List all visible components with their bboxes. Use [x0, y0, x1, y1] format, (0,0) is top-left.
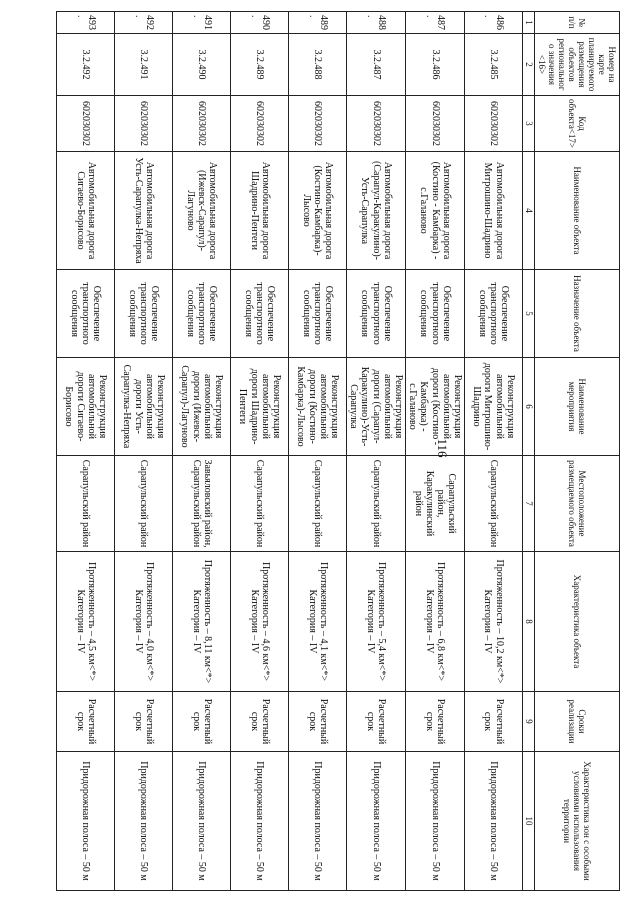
- table-row: [347, 12, 406, 891]
- cell-object-name: Автомобильная дорога Шадрино-Пентеги: [231, 152, 289, 270]
- cell-measure-name: Реконструкция автомобильной дороги (Костино - Камбарка) - с.Галаново: [406, 358, 465, 456]
- cell-zones: Придорожная полоса – 50 м: [231, 752, 289, 891]
- cell-object-name: Автомобильная дорога (Костино-Камбарка)-Лысово: [289, 152, 347, 270]
- cell-object-purpose: Обеспечение транспортного сообщения: [406, 270, 465, 358]
- header-characteristics: Характеристика объекта: [535, 552, 620, 692]
- cell-zones: Придорожная полоса – 50 м: [465, 752, 523, 891]
- cell-terms: Расчетный срок: [347, 692, 406, 752]
- cell-row-number: 488.: [347, 12, 406, 34]
- cell-object-purpose: Обеспечение транспортного сообщения: [115, 270, 173, 358]
- cell-object-name: Автомобильная дорога Митрошино-Шадрино: [465, 152, 523, 270]
- column-number: 8: [523, 552, 535, 692]
- cell-zones: Придорожная полоса – 50 м: [347, 752, 406, 891]
- column-number: 6: [523, 358, 535, 456]
- cell-zones: Придорожная полоса – 50 м: [57, 752, 115, 891]
- cell-object-name: Автомобильная дорога (Костино - Камбарка) - с.Галаново: [406, 152, 465, 270]
- column-number: 3: [523, 96, 535, 152]
- cell-location: Сарапульский район: [347, 456, 406, 552]
- cell-location: Завьяловский район, Сарапульский район: [173, 456, 231, 552]
- cell-object-code: 602030302: [465, 96, 523, 152]
- cell-measure-name: Реконструкция автомобильной дороги (Сарапул-Каракулино)-Усть-Сарапулка: [347, 358, 406, 456]
- header-object-purpose: Назначение объекта: [535, 270, 620, 358]
- cell-object-name: Автомобильная дорога (Сарапул-Каракулино)-Усть-Сарапулка: [347, 152, 406, 270]
- cell-measure-name: Реконструкция автомобильной дороги Шадрино-Пентеги: [231, 358, 289, 456]
- cell-object-purpose: Обеспечение транспортного сообщения: [289, 270, 347, 358]
- cell-terms: Расчетный срок: [173, 692, 231, 752]
- cell-characteristics: Протяженность – 10,2 км<*> Категория – IV: [465, 552, 523, 692]
- cell-characteristics: Протяженность – 4,0 км<*> Категория – IV: [115, 552, 173, 692]
- cell-map-number: 3.2.487: [347, 34, 406, 96]
- cell-object-purpose: Обеспечение транспортного сообщения: [231, 270, 289, 358]
- column-number: 7: [523, 456, 535, 552]
- header-map-number: Номер на карте планируемого размещения объектов регионального значения <16>: [535, 34, 620, 96]
- column-number: 2: [523, 34, 535, 96]
- cell-location: Сарапульский район: [115, 456, 173, 552]
- header-measure-name: Наименование мероприятия: [535, 358, 620, 456]
- cell-measure-name: Реконструкция автомобильной дороги Усть-Сарапулка-Непряха: [115, 358, 173, 456]
- column-number: 10: [523, 752, 535, 891]
- cell-characteristics: Протяженность – 6,8 км<*> Категория – IV: [406, 552, 465, 692]
- cell-characteristics: Протяженность – 8,11 км<*> Категория – IV: [173, 552, 231, 692]
- cell-location: Сарапульский район, Каракулинский район: [406, 456, 465, 552]
- table-container: [63, 11, 620, 890]
- cell-object-purpose: Обеспечение транспортного сообщения: [57, 270, 115, 358]
- cell-row-number: 486.: [465, 12, 523, 34]
- cell-object-code: 602030302: [173, 96, 231, 152]
- cell-map-number: 3.2.489: [231, 34, 289, 96]
- cell-row-number: 490.: [231, 12, 289, 34]
- cell-measure-name: Реконструкция автомобильной дороги Митрошино-Шадрино: [465, 358, 523, 456]
- cell-object-code: 602030302: [231, 96, 289, 152]
- header-object-code: Код объекта<17>: [535, 96, 620, 152]
- cell-terms: Расчетный срок: [465, 692, 523, 752]
- column-number: 4: [523, 152, 535, 270]
- cell-object-purpose: Обеспечение транспортного сообщения: [347, 270, 406, 358]
- table-row: [406, 12, 465, 891]
- header-location: Местоположение размещаемого объекта: [535, 456, 620, 552]
- cell-object-name: Автомобильная дорога (Ижевск-Сарапул)-Лагуново: [173, 152, 231, 270]
- cell-zones: Придорожная полоса – 50 м: [115, 752, 173, 891]
- cell-map-number: 3.2.492: [57, 34, 115, 96]
- cell-map-number: 3.2.486: [406, 34, 465, 96]
- table-row: [57, 12, 115, 891]
- cell-location: Сарапульский район: [289, 456, 347, 552]
- cell-terms: Расчетный срок: [231, 692, 289, 752]
- cell-map-number: 3.2.488: [289, 34, 347, 96]
- cell-zones: Придорожная полоса – 50 м: [406, 752, 465, 891]
- header-terms: Сроки реализации: [535, 692, 620, 752]
- cell-map-number: 3.2.491: [115, 34, 173, 96]
- table-row: [115, 12, 173, 891]
- header-row-number: № п/п: [535, 12, 620, 34]
- column-number: 5: [523, 270, 535, 358]
- cell-measure-name: Реконструкция автомобильной дороги (Ижевск-Сарапул)-Лагуново: [173, 358, 231, 456]
- cell-object-purpose: Обеспечение транспортного сообщения: [465, 270, 523, 358]
- column-number: 1: [523, 12, 535, 34]
- table-row: [289, 12, 347, 891]
- cell-row-number: 489.: [289, 12, 347, 34]
- cell-map-number: 3.2.490: [173, 34, 231, 96]
- table-row: [231, 12, 289, 891]
- cell-object-code: 602030302: [406, 96, 465, 152]
- cell-object-name: Автомобильная дорога Сигаево-Борисово: [57, 152, 115, 270]
- cell-terms: Расчетный срок: [289, 692, 347, 752]
- cell-row-number: 487.: [406, 12, 465, 34]
- cell-terms: Расчетный срок: [115, 692, 173, 752]
- cell-row-number: 493.: [57, 12, 115, 34]
- cell-location: Сарапульский район: [465, 456, 523, 552]
- cell-measure-name: Реконструкция автомобильной дороги (Костино-Камбарка)-Лысово: [289, 358, 347, 456]
- cell-object-code: 602030302: [289, 96, 347, 152]
- cell-terms: Расчетный срок: [57, 692, 115, 752]
- objects-table: [56, 11, 620, 891]
- column-number-row: [523, 12, 535, 891]
- cell-location: Сарапульский район: [57, 456, 115, 552]
- cell-characteristics: Протяженность – 4,6 км<*> Категория – IV: [231, 552, 289, 692]
- cell-row-number: 492.: [115, 12, 173, 34]
- header-zones: Характеристика зон с особыми условиями использования территории: [535, 752, 620, 891]
- rotated-table-frame: [63, 11, 620, 890]
- header-row: [535, 12, 620, 891]
- header-object-name: Наименование объекта: [535, 152, 620, 270]
- column-number: 9: [523, 692, 535, 752]
- cell-characteristics: Протяженность – 4,1 км<*> Категория – IV: [289, 552, 347, 692]
- cell-characteristics: Протяженность – 5,4 км<*> Категория – IV: [347, 552, 406, 692]
- cell-object-name: Автомобильная дорога Усть-Сарапулка-Непряха: [115, 152, 173, 270]
- cell-location: Сарапульский район: [231, 456, 289, 552]
- cell-object-code: 602030302: [115, 96, 173, 152]
- cell-object-code: 602030302: [57, 96, 115, 152]
- cell-zones: Придорожная полоса – 50 м: [289, 752, 347, 891]
- cell-map-number: 3.2.485: [465, 34, 523, 96]
- page-number: 116: [435, 438, 450, 458]
- cell-object-code: 602030302: [347, 96, 406, 152]
- table-row: [173, 12, 231, 891]
- cell-zones: Придорожная полоса – 50 м: [173, 752, 231, 891]
- cell-row-number: 491.: [173, 12, 231, 34]
- cell-terms: Расчетный срок: [406, 692, 465, 752]
- cell-characteristics: Протяженность – 4,5 км<*> Категория – IV: [57, 552, 115, 692]
- table-row: [465, 12, 523, 891]
- cell-object-purpose: Обеспечение транспортного сообщения: [173, 270, 231, 358]
- cell-measure-name: Реконструкция автомобильной дороги Сигаево-Борисово: [57, 358, 115, 456]
